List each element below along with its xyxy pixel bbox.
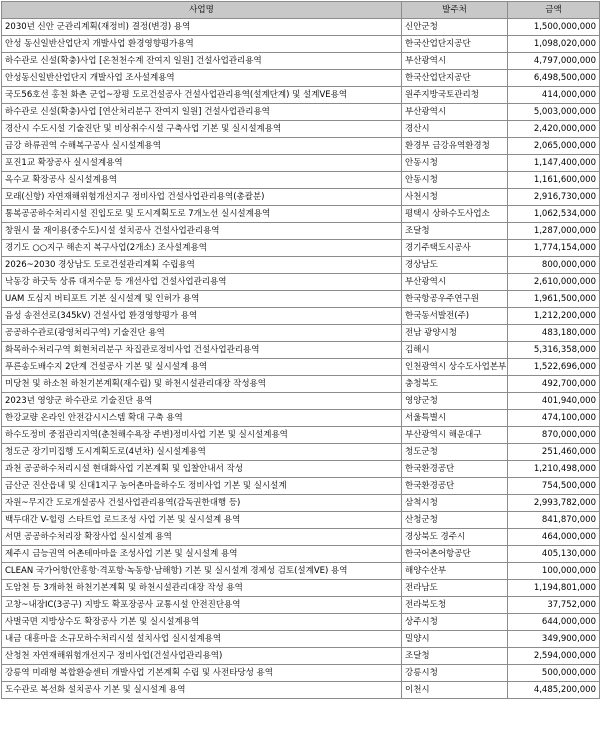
project-name-cell: 강릉역 미래형 복합환승센터 개발사업 기본계획 수립 및 사전타당성 용역 <box>2 665 402 682</box>
client-cell: 조달청 <box>402 223 508 240</box>
amount-cell: 464,000,000 <box>508 529 600 546</box>
client-cell: 밀양시 <box>402 631 508 648</box>
client-cell: 한국환경공단 <box>402 461 508 478</box>
table-row <box>2 682 600 699</box>
table-row <box>2 546 600 563</box>
amount-cell: 1,961,500,000 <box>508 291 600 308</box>
project-name-cell: 과천 공공하수처리시설 현대화사업 기본계획 및 입찰안내서 작성 <box>2 461 402 478</box>
amount-cell: 1,098,020,000 <box>508 36 600 53</box>
table-row <box>2 665 600 682</box>
amount-cell: 6,498,500,000 <box>508 70 600 87</box>
amount-cell: 1,522,696,000 <box>508 359 600 376</box>
client-cell: 원주지방국토관리청 <box>402 87 508 104</box>
project-name-cell: 통복공공하수처리시설 진입도로 및 도시계획도로 7개노선 실시설계용역 <box>2 206 402 223</box>
amount-cell: 4,797,000,000 <box>508 53 600 70</box>
amount-cell: 4,485,200,000 <box>508 682 600 699</box>
client-cell: 안동시청 <box>402 172 508 189</box>
project-name-cell: 모래(신항) 자연재해위험개선지구 정비사업 건설사업관리용역(총괄분) <box>2 189 402 206</box>
amount-cell: 1,194,801,000 <box>508 580 600 597</box>
amount-cell: 2,916,730,000 <box>508 189 600 206</box>
client-cell: 사천시청 <box>402 189 508 206</box>
client-cell: 해양수산부 <box>402 563 508 580</box>
amount-cell: 349,900,000 <box>508 631 600 648</box>
client-cell: 영양군청 <box>402 393 508 410</box>
table-row <box>2 104 600 121</box>
client-cell: 한국항공우주연구원 <box>402 291 508 308</box>
amount-cell: 5,003,000,000 <box>508 104 600 121</box>
project-name-cell: 도암천 등 3개하천 하천기본계획 및 하천시설관리대장 작성 용역 <box>2 580 402 597</box>
table-row <box>2 478 600 495</box>
header-row <box>2 2 600 19</box>
client-cell: 전라남도 <box>402 580 508 597</box>
client-cell: 안동시청 <box>402 155 508 172</box>
client-cell: 강릉시청 <box>402 665 508 682</box>
table-row <box>2 138 600 155</box>
table-row <box>2 206 600 223</box>
table-row <box>2 648 600 665</box>
project-name-cell: 푸른송도배수지 2단계 건설공사 기본 및 실시설계 용역 <box>2 359 402 376</box>
client-cell: 부산광역시 <box>402 104 508 121</box>
project-name-cell: 하수도정비 중점관리지역(춘천해수욕장 주변)정비사업 기본 및 실시설계용역 <box>2 427 402 444</box>
table-row <box>2 87 600 104</box>
amount-cell: 37,752,000 <box>508 597 600 614</box>
table-row <box>2 291 600 308</box>
project-name-cell: 안성 동신일반산업단지 개발사업 환경영향평가용역 <box>2 36 402 53</box>
amount-cell: 251,460,000 <box>508 444 600 461</box>
amount-cell: 841,870,000 <box>508 512 600 529</box>
amount-cell: 754,500,000 <box>508 478 600 495</box>
client-cell: 경산시 <box>402 121 508 138</box>
client-cell: 한국산업단지공단 <box>402 70 508 87</box>
table-row <box>2 36 600 53</box>
header-client: 발주처 <box>402 2 508 19</box>
client-cell: 부산광역시 해운대구 <box>402 427 508 444</box>
project-name-cell: 백두대간 V-힐링 스타트업 로드조성 사업 기본 및 실시설계 용역 <box>2 512 402 529</box>
amount-cell: 1,212,200,000 <box>508 308 600 325</box>
client-cell: 신안군청 <box>402 19 508 36</box>
table-row <box>2 631 600 648</box>
amount-cell: 800,000,000 <box>508 257 600 274</box>
project-name-cell: UAM 도심지 버티포트 기본 실시설계 및 인허가 용역 <box>2 291 402 308</box>
client-cell: 경상북도 경주시 <box>402 529 508 546</box>
amount-cell: 500,000,000 <box>508 665 600 682</box>
project-name-cell: 창원시 물 재이용(중수도)시설 설치공사 건설사업관리용역 <box>2 223 402 240</box>
client-cell: 평택시 상하수도사업소 <box>402 206 508 223</box>
table-row <box>2 223 600 240</box>
amount-cell: 2,594,000,000 <box>508 648 600 665</box>
table-row <box>2 121 600 138</box>
project-name-cell: 옥수교 확장공사 실시설계용역 <box>2 172 402 189</box>
project-name-cell: CLEAN 국가어항(안흥항·격포항·녹동항·남해항) 기본 및 실시설계 경제성 검토(설계VE) 용역 <box>2 563 402 580</box>
amount-cell: 1,287,000,000 <box>508 223 600 240</box>
client-cell: 부산광역시 <box>402 53 508 70</box>
client-cell: 조달청 <box>402 648 508 665</box>
client-cell: 경기주택도시공사 <box>402 240 508 257</box>
table-row <box>2 19 600 36</box>
project-name-cell: 공공하수관로(광영처리구역) 기술진단 용역 <box>2 325 402 342</box>
client-cell: 삼척시청 <box>402 495 508 512</box>
project-name-cell: 하수관로 신설(확충)사업 [연산처리분구 잔여지 일원] 건설사업관리용역 <box>2 104 402 121</box>
table-row <box>2 274 600 291</box>
amount-cell: 2,420,000,000 <box>508 121 600 138</box>
project-name-cell: 하수관로 신설(확충)사업 [온천천수계 잔여지 일원] 건설사업관리용역 <box>2 53 402 70</box>
client-cell: 서울특별시 <box>402 410 508 427</box>
table-row <box>2 393 600 410</box>
project-name-cell: 음성 송전선로(345kV) 건설사업 환경영향평가 용역 <box>2 308 402 325</box>
amount-cell: 100,000,000 <box>508 563 600 580</box>
project-name-cell: 도수관로 복선화 설치공사 기본 및 실시설계 용역 <box>2 682 402 699</box>
project-name-cell: 사벌국면 지방상수도 확장공사 기본 및 실시설계용역 <box>2 614 402 631</box>
amount-cell: 414,000,000 <box>508 87 600 104</box>
amount-cell: 1,062,534,000 <box>508 206 600 223</box>
table-row <box>2 495 600 512</box>
header-project-name: 사업명 <box>2 2 402 19</box>
table-row <box>2 614 600 631</box>
client-cell: 충청북도 <box>402 376 508 393</box>
table-row <box>2 529 600 546</box>
project-name-cell: 청도군 장기미집행 도시계획도로(4년차) 실시설계용역 <box>2 444 402 461</box>
amount-cell: 2,065,000,000 <box>508 138 600 155</box>
table-row <box>2 444 600 461</box>
amount-cell: 405,130,000 <box>508 546 600 563</box>
client-cell: 부산광역시 <box>402 274 508 291</box>
client-cell: 전라북도청 <box>402 597 508 614</box>
project-name-cell: 경산시 수도시설 기술진단 및 비상취수시설 구축사업 기본 및 실시설계용역 <box>2 121 402 138</box>
project-name-cell: 서면 공공하수처리장 확장사업 실시설계 용역 <box>2 529 402 546</box>
project-name-cell: 경기도 ○○지구 해손지 복구사업(2개소) 조사설계용역 <box>2 240 402 257</box>
project-name-cell: 자원~무지간 도로개설공사 건설사업관리용역(감독권한대행 등) <box>2 495 402 512</box>
project-name-cell: 2026~2030 경상남도 도로건설관리계획 수립용역 <box>2 257 402 274</box>
project-name-cell: 낙동강 하굿둑 상류 대저수문 등 개선사업 건설사업관리용역 <box>2 274 402 291</box>
amount-cell: 401,940,000 <box>508 393 600 410</box>
table-row <box>2 563 600 580</box>
table-row <box>2 257 600 274</box>
amount-cell: 1,161,600,000 <box>508 172 600 189</box>
table-row <box>2 53 600 70</box>
project-name-cell: 제주시 금능권역 어촌테마마을 조성사업 기본 및 실시설계 용역 <box>2 546 402 563</box>
client-cell: 청도군청 <box>402 444 508 461</box>
project-name-cell: 고창~내장IC(3공구) 지방도 확포장공사 교통시설 안전진단용역 <box>2 597 402 614</box>
table-row <box>2 172 600 189</box>
project-name-cell: 미당천 및 하소천 하천기본계획(재수립) 및 하천시설관리대장 작성용역 <box>2 376 402 393</box>
project-name-cell: 2030년 신안 군관리계획(재정비) 결정(변경) 용역 <box>2 19 402 36</box>
table-row <box>2 155 600 172</box>
project-name-cell: 산청천 자연재해위험개선지구 정비사업(건설사업관리용역) <box>2 648 402 665</box>
client-cell: 한국어촌어항공단 <box>402 546 508 563</box>
amount-cell: 1,500,000,000 <box>508 19 600 36</box>
amount-cell: 870,000,000 <box>508 427 600 444</box>
table-row <box>2 461 600 478</box>
table-row <box>2 512 600 529</box>
table-row <box>2 580 600 597</box>
amount-cell: 1,774,154,000 <box>508 240 600 257</box>
client-cell: 인천광역시 상수도사업본부 <box>402 359 508 376</box>
table-row <box>2 427 600 444</box>
client-cell: 산청군청 <box>402 512 508 529</box>
amount-cell: 644,000,000 <box>508 614 600 631</box>
client-cell: 환경부 금강유역환경청 <box>402 138 508 155</box>
table-row <box>2 597 600 614</box>
project-name-cell: 금산군 진산읍내 및 신대1지구 농어촌마을하수도 정비사업 기본 및 실시설계 <box>2 478 402 495</box>
project-name-cell: 2023년 영양군 하수관로 기술진단 용역 <box>2 393 402 410</box>
table-row <box>2 308 600 325</box>
client-cell: 한국환경공단 <box>402 478 508 495</box>
amount-cell: 2,993,782,000 <box>508 495 600 512</box>
amount-cell: 483,180,000 <box>508 325 600 342</box>
table-row <box>2 359 600 376</box>
project-name-cell: 내금 대흥마을 소규모하수처리시설 설치사업 실시설계용역 <box>2 631 402 648</box>
amount-cell: 1,147,400,000 <box>508 155 600 172</box>
client-cell: 전남 광양시청 <box>402 325 508 342</box>
table-row <box>2 376 600 393</box>
table-row <box>2 240 600 257</box>
table-row <box>2 410 600 427</box>
project-name-cell: 화목하수처리구역 회현처리분구 차집관로정비사업 건설사업관리용역 <box>2 342 402 359</box>
project-name-cell: 포진1교 확장공사 실시설계용역 <box>2 155 402 172</box>
header-amount: 금액 <box>508 2 600 19</box>
amount-cell: 474,100,000 <box>508 410 600 427</box>
project-name-cell: 안성동신일반산업단지 개발사업 조사설계용역 <box>2 70 402 87</box>
project-name-cell: 국도56호선 홍천 화촌 군업~장평 도로건설공사 건설사업관리용역(설계단계) 및 설계VE용역 <box>2 87 402 104</box>
table-row <box>2 342 600 359</box>
client-cell: 경상남도 <box>402 257 508 274</box>
amount-cell: 2,610,000,000 <box>508 274 600 291</box>
contract-table <box>1 1 600 699</box>
amount-cell: 1,210,498,000 <box>508 461 600 478</box>
table-row <box>2 70 600 87</box>
project-name-cell: 한강교량 온라인 안전감시시스템 확대 구축 용역 <box>2 410 402 427</box>
table-row <box>2 325 600 342</box>
project-name-cell: 금강 하류권역 수해복구공사 실시설계용역 <box>2 138 402 155</box>
client-cell: 이천시 <box>402 682 508 699</box>
client-cell: 한국동서발전(주) <box>402 308 508 325</box>
client-cell: 김해시 <box>402 342 508 359</box>
amount-cell: 5,316,358,000 <box>508 342 600 359</box>
client-cell: 한국산업단지공단 <box>402 36 508 53</box>
client-cell: 상주시청 <box>402 614 508 631</box>
table-row <box>2 189 600 206</box>
amount-cell: 492,700,000 <box>508 376 600 393</box>
